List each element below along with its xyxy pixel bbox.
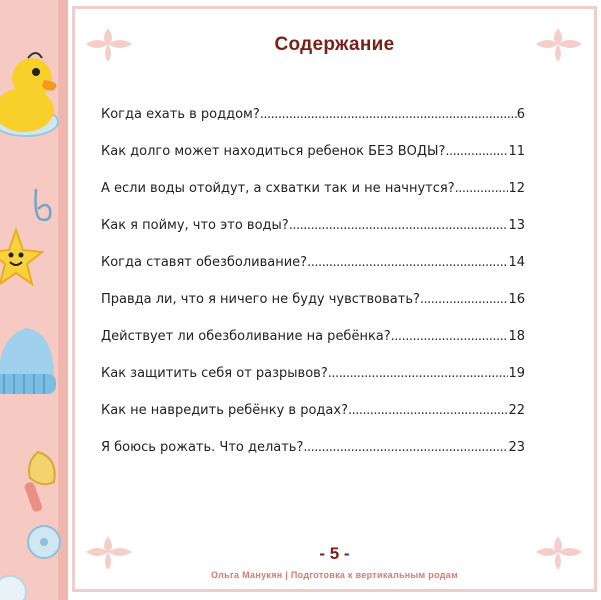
page-footer: Ольга Манукян | Подготовка к вертикальным родам [210, 570, 459, 580]
toc-entry-page: 14 [508, 255, 525, 270]
toc-entry-page: 23 [508, 440, 525, 455]
toc-entry-title: Действует ли обезболивание на ребёнка? [101, 329, 391, 344]
toc-entry[interactable] [101, 207, 525, 244]
toc-leader-dots [307, 255, 508, 270]
toc-entry-title: Когда ехать в роддом? [101, 107, 260, 122]
toc-entry[interactable] [101, 96, 525, 133]
toc-entry-page: 18 [508, 329, 525, 344]
toc-entry[interactable] [101, 318, 525, 355]
toc-leader-dots [420, 292, 509, 307]
toc-leader-dots [391, 329, 509, 344]
decorative-side-strip [0, 0, 68, 600]
toc-entry-title: Я боюсь рожать. Что делать? [101, 440, 304, 455]
toc-entry-title: Как долго может находиться ребенок БЕЗ ВОДЫ? [101, 144, 446, 159]
toc-entry[interactable] [101, 133, 525, 170]
toc-entry[interactable] [101, 429, 525, 466]
rattle-icon [0, 512, 64, 600]
baby-hat-icon [0, 318, 58, 398]
toc-entry[interactable] [101, 170, 525, 207]
toc-leader-dots [445, 144, 508, 159]
page-title: Содержание [274, 34, 395, 55]
toc-entry[interactable] [101, 392, 525, 429]
toc-leader-dots [303, 440, 508, 455]
toc-entry-page: 19 [508, 366, 525, 381]
document-page [68, 0, 601, 600]
toc-entry-page: 11 [508, 144, 525, 159]
toc-entry-title: А если воды отойдут, а схватки так и не начнутся? [101, 181, 455, 196]
toc-leader-dots [328, 366, 509, 381]
toc-entry-page: 12 [508, 181, 525, 196]
table-of-contents [101, 96, 525, 466]
toc-entry-page: 6 [516, 107, 525, 122]
toc-leader-dots [260, 107, 517, 122]
star-icon [0, 228, 44, 288]
letter-doodle-icon [30, 185, 60, 225]
toc-leader-dots [455, 181, 509, 196]
rubber-duck-icon [0, 40, 62, 140]
toc-leader-dots [348, 403, 508, 418]
toc-leader-dots [289, 218, 509, 233]
toy-brush-icon [8, 448, 64, 518]
page-number: - 5 - [319, 544, 350, 563]
toc-entry[interactable] [101, 355, 525, 392]
toc-entry[interactable] [101, 244, 525, 281]
toc-entry-title: Как защитить себя от разрывов? [101, 366, 328, 381]
toc-entry-page: 22 [508, 403, 525, 418]
toc-entry-title: Правда ли, что я ничего не буду чувствовать? [101, 292, 420, 307]
toc-entry-title: Когда ставят обезболивание? [101, 255, 308, 270]
toc-entry-title: Как я пойму, что это воды? [101, 218, 289, 233]
toc-entry-title: Как не навредить ребёнку в родах? [101, 403, 348, 418]
toc-entry-page: 16 [508, 292, 525, 307]
toc-entry-page: 13 [508, 218, 525, 233]
toc-entry[interactable] [101, 281, 525, 318]
